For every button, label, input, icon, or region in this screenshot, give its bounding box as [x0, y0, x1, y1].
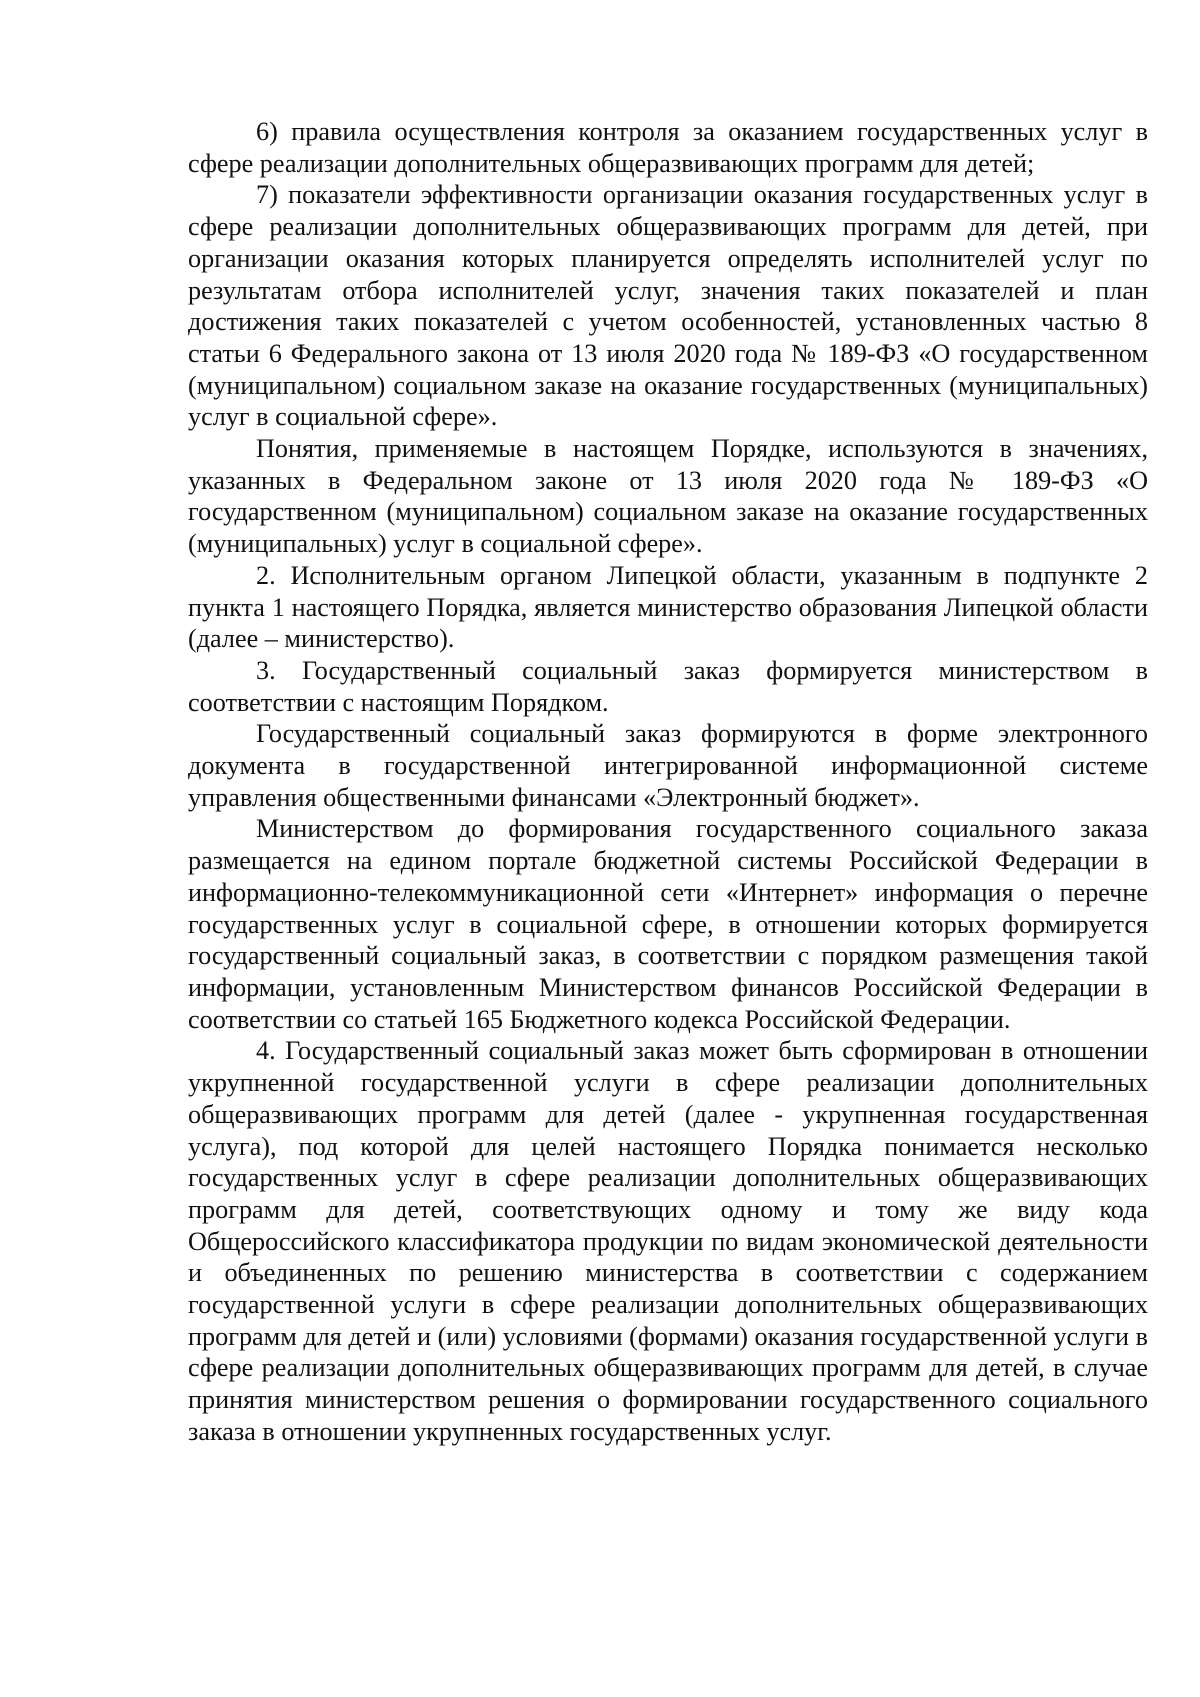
paragraph-electronic-document: Государственный социальный заказ формируются в форме электронного документа в государственной интегрированной информационной системе управления общественными финансами «Электронный бюджет».: [188, 719, 1148, 812]
paragraph-definitions: Понятия, применяемые в настоящем Порядке, используются в значениях, указанных в Федеральном законе от 13 июля 2020 года № 189-ФЗ «О государственном (муниципальном) социальном заказе на оказание государственных (муниципальных) услуг в социальной сфере».: [188, 434, 1148, 559]
paragraph-section-2: 2. Исполнительным органом Липецкой области, указанным в подпункте 2 пункта 1 настоящего Порядка, является министерство образования Липецкой области (далее – министерство).: [188, 560, 1148, 654]
paragraph-section-3: 3. Государственный социальный заказ формируется министерством в соответствии с настоящим Порядком.: [188, 655, 1148, 717]
document-body: [188, 116, 1148, 1448]
paragraph-item-7-efficiency-indicators: 7) показатели эффективности организации оказания государственных услуг в сфере реализации дополнительных общеразвивающих программ для детей, при организации оказания которых планируется определять исполнителей услуг по результатам отбора исполнителей услуг, значения таких показателей и план достижения таких показателей с учетом особенностей, установленных частью 8 статьи 6 Федерального закона от 13 июля 2020 года № 189-ФЗ «О государственном (муниципальном) социальном заказе на оказание государственных (муниципальных) услуг в социальной сфере».: [188, 180, 1148, 432]
paragraph-section-4: 4. Государственный социальный заказ может быть сформирован в отношении укрупненной государственной услуги в сфере реализации дополнительных общеразвивающих программ для детей (далее - укрупненная государственная услуга), под которой для целей настоящего Порядка понимается несколько государственных услуг в сфере реализации дополнительных общеразвивающих программ для детей, соответствующих одному и тому же виду кода Общероссийского классификатора продукции по видам экономической деятельности и объединенных по решению министерства в соответствии с содержанием государственной услуги в сфере реализации дополнительных общеразвивающих программ для детей и (или) условиями (формами) оказания государственной услуги в сфере реализации дополнительных общеразвивающих программ для детей, в случае принятия министерством решения о формировании государственного социального заказа в отношении укрупненных государственных услуг.: [188, 1036, 1148, 1446]
paragraph-item-6-rules-control: 6) правила осуществления контроля за оказанием государственных услуг в сфере реализации дополнительных общеразвивающих программ для детей;: [188, 117, 1148, 178]
paragraph-portal-information: Министерством до формирования государственного социального заказа размещается на едином портале бюджетной системы Российской Федерации в информационно-телекоммуникационной сети «Интернет» информация о перечне государственных услуг в социальной сфере, в отношении которых формируется государственный социальный заказ, в соответствии с порядком размещения такой информации, установленным Министерством финансов Российской Федерации в соответствии со статьей 165 Бюджетного кодекса Российской Федерации.: [188, 814, 1148, 1034]
